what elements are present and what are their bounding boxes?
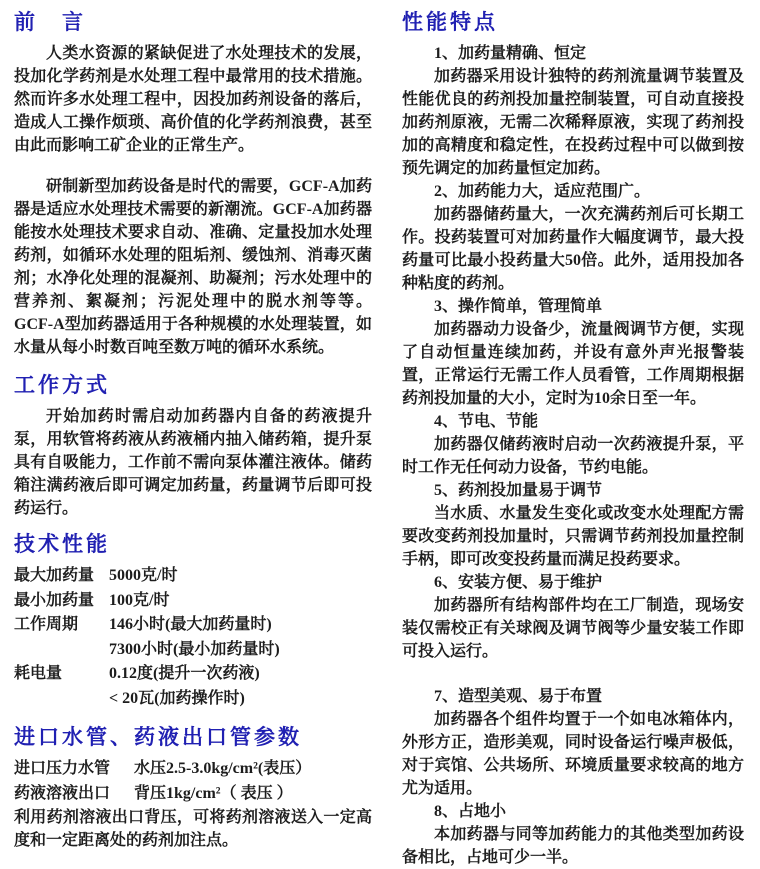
feature-item-3 (402, 295, 744, 410)
spec-value: 水压2.5-3.0kg/cm²(表压） (134, 760, 312, 777)
pipe-params-heading: 进口水管、药液出口管参数 (14, 726, 302, 749)
spec-row-max-dosing (14, 564, 372, 589)
spec-label (14, 638, 109, 663)
feature-item-heading: 4、节电、节能 (434, 413, 539, 430)
feature-item-heading: 3、操作简单，管理简单 (434, 298, 603, 315)
spec-row-outlet-pipe (14, 782, 372, 807)
preface-heading: 前 言 (14, 11, 86, 34)
feature-item-5 (402, 479, 744, 571)
feature-item-body: 加药器储药量大，一次充满药剂后可长期工作。投药装置可对加药量作大幅度调节，最大投药量可比最小投药量大50倍。此外，适用投加各种粘度的药剂。 (402, 206, 744, 292)
spec-row-work-cycle (14, 613, 372, 638)
right-column (392, 10, 744, 869)
tech-specs-heading: 技术性能 (14, 533, 110, 556)
feature-item-heading: 7、造型美观、易于布置 (434, 688, 603, 705)
spec-row-power-use-2 (14, 687, 372, 712)
pipe-params-note: 利用药剂溶液出口背压，可将药剂溶液送入一定高度和一定距离处的药剂加注点。 (14, 809, 372, 849)
spec-label: 药液溶液出口 (14, 784, 111, 802)
feature-item-heading: 2、加药能力大，适应范围广。 (434, 183, 651, 200)
feature-item-body: 当水质、水量发生变化或改变水处理配方需要改变药剂投加量时，只需调节药剂投加量控制手柄，即可改变投药量而满足投药要求。 (402, 505, 744, 568)
feature-item-8 (402, 800, 744, 869)
feature-item-body: 加药器各个组件均置于一个如电冰箱体内，外形方正，造形美观，同时设备运行噪声极低，对于宾馆、公共场所、环境质量要求较高的地方尤为适用。 (402, 711, 744, 797)
preface-paragraph-1: 人类水资源的紧缺促进了水处理技术的发展，投加化学药剂是水处理工程中最常用的技术措施。然而许多水处理工程中，因投加药剂设备的落后，造成人工操作烦琐、高价值的化学药剂浪费，甚至由此而影响工矿企业的正常生产。 (14, 45, 372, 154)
feature-item-body: 加药器仅储药液时启动一次药液提升泵，平时工作无任何动力设备，节约电能。 (402, 436, 744, 476)
spec-value: 背压1kg/cm²（ 表压 ） (134, 784, 293, 802)
spec-value: 146小时(最大加药量时) (109, 616, 272, 633)
feature-item-heading: 5、药剂投加量易于调节 (434, 482, 603, 499)
spec-value: 5000克/时 (109, 567, 178, 584)
spec-row-power-use (14, 662, 372, 687)
feature-item-heading: 6、安装方便、易于维护 (434, 574, 603, 591)
working-method-paragraph: 开始加药时需启动加药器内自备的药液提升泵，用软管将药液从药液桶内抽入储药箱，提升泵具有自吸能力，工作前不需向泵体灌注液体。储药箱注满药液后即可调定加药量，药量调节后即可投药运行。 (14, 408, 372, 517)
feature-item-2 (402, 180, 744, 295)
feature-item-1 (402, 42, 744, 180)
spec-label: 工作周期 (14, 616, 79, 633)
features-heading: 性能特点 (402, 11, 498, 34)
spec-value: 100克/时 (109, 591, 170, 609)
feature-item-body: 加药器所有结构部件均在工厂制造，现场安装仅需校正有关球阀及调节阀等少量安装工作即可投入运行。 (402, 597, 744, 660)
left-column (14, 10, 372, 869)
feature-item-heading: 8、占地小 (434, 803, 507, 820)
working-method-heading: 工作方式 (14, 374, 110, 397)
feature-item-7 (402, 685, 744, 800)
spec-label: 最大加药量 (14, 567, 95, 584)
feature-item-6 (402, 571, 744, 663)
feature-item-heading: 1、加药量精确、恒定 (434, 45, 587, 62)
spec-label: 耗电量 (14, 665, 63, 682)
spec-value: < 20瓦(加药操作时) (109, 689, 245, 707)
spec-row-inlet-pipe (14, 757, 372, 782)
spec-label: 最小加药量 (14, 591, 95, 609)
spec-label: 进口压力水管 (14, 760, 111, 777)
spec-row-work-cycle-2 (14, 638, 372, 663)
feature-item-body: 加药器动力设备少，流量阀调节方便，实现了自动恒量连续加药，并设有意外声光报警装置，正常运行无需工作人员看管，工作周期根据药剂投加量的大小，定时为10余日至一年。 (402, 321, 744, 407)
spec-value: 7300小时(最小加药量时) (109, 640, 280, 658)
pipe-params-table (14, 757, 372, 806)
feature-item-body: 加药器采用设计独特的药剂流量调节装置及性能优良的药剂投加量控制装置，可自动直接投加药剂原液，无需二次稀释原液，实现了药剂投加的高精度和稳定性，在投药过程中可以做到按预先调定的加药量恒定加药。 (402, 68, 744, 177)
spec-row-min-dosing (14, 589, 372, 614)
tech-specs-table (14, 564, 372, 711)
preface-paragraph-2: 研制新型加药设备是时代的需要，GCF-A加药器是适应水处理技术需要的新潮流。GCF-A加药器能按水处理技术要求自动、准确、定量投加水处理药剂，如循环水处理的阻垢剂、缓蚀剂、消毒灭菌剂；水净化处理的混凝剂、助凝剂；污水处理中的营养剂、絮凝剂；污泥处理中的脱水剂等等。GCF-A型加药器适用于各种规模的水处理装置，如水量从每小时数百吨至数万吨的循环水系统。 (14, 178, 372, 356)
feature-item-body: 本加药器与同等加药能力的其他类型加药设备相比，占地可少一半。 (402, 826, 744, 866)
feature-item-4 (402, 410, 744, 479)
spec-label (14, 687, 109, 712)
spec-value: 0.12度(提升一次药液) (109, 665, 260, 682)
